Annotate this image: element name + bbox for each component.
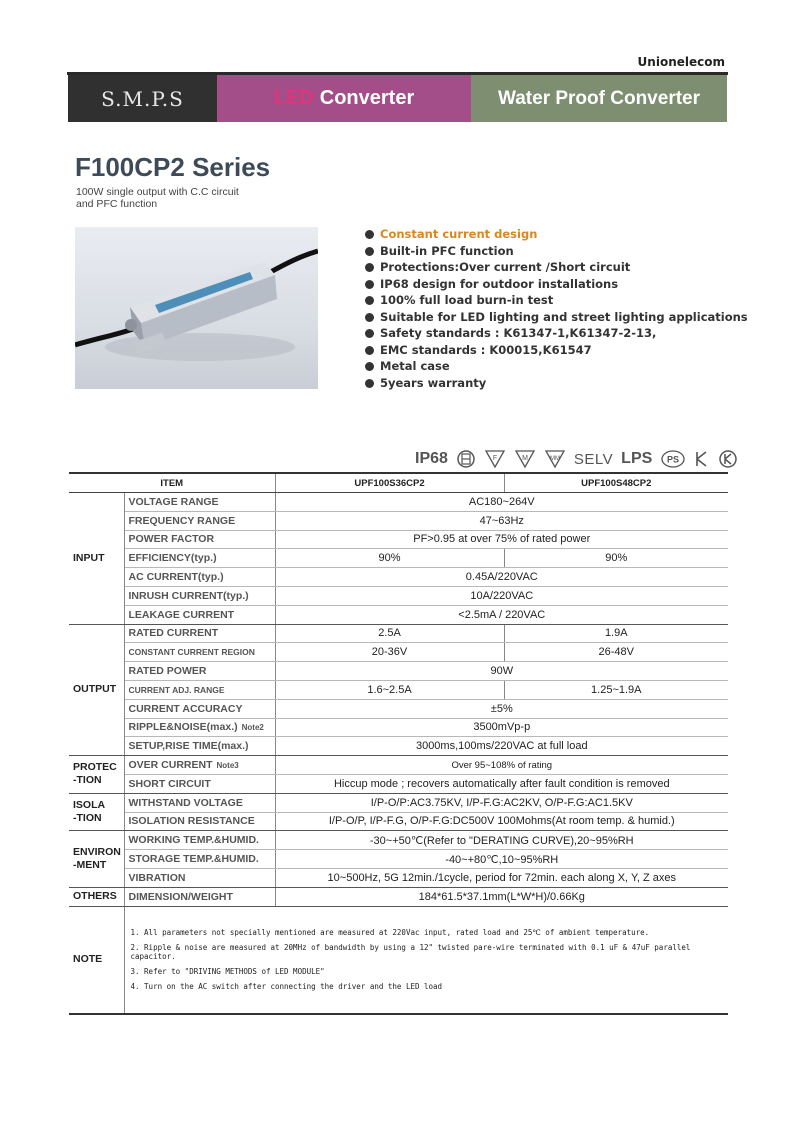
row-label: AC CURRENT(typ.): [124, 568, 275, 587]
table-row: [69, 774, 728, 793]
table-row: [69, 831, 728, 850]
group-isolation: ISOLA -TION: [69, 793, 124, 831]
over-current-label: OVER CURRENT: [128, 759, 213, 772]
table-row: [69, 737, 728, 756]
row-label: CONSTANT CURRENT REGION: [124, 643, 275, 662]
feature-item: Suitable for LED lighting and street lighting applications: [365, 309, 748, 326]
row-label: LEAKAGE CURRENT: [124, 605, 275, 624]
group-note: NOTE: [69, 906, 124, 1014]
table-row: [69, 793, 728, 812]
row-label: INRUSH CURRENT(typ.): [124, 586, 275, 605]
row-value: Hiccup mode ; recovers automatically after fault condition is removed: [275, 774, 728, 793]
table-row: [69, 718, 728, 737]
table-row: [69, 624, 728, 643]
row-value-1: 2.5A: [275, 624, 504, 643]
row-label: SETUP,RISE TIME(max.): [124, 737, 275, 756]
spec-table: [69, 472, 728, 1015]
row-value: <2.5mA / 220VAC: [275, 605, 728, 624]
enclosure-icon: [456, 449, 476, 469]
row-value-2: 26-48V: [504, 643, 728, 662]
feature-item: 100% full load burn-in test: [365, 292, 748, 309]
row-value: AC180~264V: [275, 493, 728, 512]
certification-marks: [415, 448, 738, 470]
selv-mark: SELV: [573, 450, 614, 468]
table-row: [69, 699, 728, 718]
tab-waterproof-converter[interactable]: [471, 75, 727, 122]
tab-led-converter[interactable]: [217, 75, 471, 122]
group-others: OTHERS: [69, 887, 124, 906]
svg-text:F: F: [492, 455, 498, 462]
svg-text:M: M: [522, 455, 528, 462]
row-value: 10A/220VAC: [275, 586, 728, 605]
feature-item: Metal case: [365, 358, 748, 375]
table-row: [69, 812, 728, 831]
row-value: PF>0.95 at over 75% of rated power: [275, 530, 728, 549]
row-label: WITHSTAND VOLTAGE: [124, 793, 275, 812]
table-row: [69, 662, 728, 681]
brand-name: Unionelecom: [637, 55, 725, 69]
table-row: [69, 511, 728, 530]
row-value-1: 20-36V: [275, 643, 504, 662]
feature-item: 5years warranty: [365, 375, 748, 392]
note-ref: Note2: [241, 723, 264, 733]
row-value: I/P-O/P:AC3.75KV, I/P-F.G:AC2KV, O/P-F.G:AC1.5KV: [275, 793, 728, 812]
k-circle-icon: [718, 449, 738, 469]
note-item: 2. Ripple & noise are measured at 20MHz of bandwidth by using a 12" twisted pare-wire terminated with 0.1 uF & 47uF parallel capacitor.: [130, 943, 691, 962]
row-label: VOLTAGE RANGE: [124, 493, 275, 512]
bullet-icon: [365, 296, 374, 305]
row-value: -30~+50℃(Refer to "DERATING CURVE),20~95%RH: [275, 831, 728, 850]
svg-text:PS: PS: [667, 454, 680, 465]
table-row: [69, 493, 728, 512]
row-value: 3500mVp-p: [275, 718, 728, 737]
row-label: STORAGE TEMP.&HUMID.: [124, 850, 275, 869]
category-tabs: [68, 75, 727, 122]
row-value: Over 95~108% of rating: [275, 756, 728, 775]
row-value: 184*61.5*37.1mm(L*W*H)/0.66Kg: [275, 887, 728, 906]
tab-waterproof-label: Water Proof Converter: [498, 87, 700, 109]
ip68-mark: IP68: [415, 450, 448, 467]
m-triangle-icon: [514, 449, 536, 469]
feature-item: Protections:Over current /Short circuit: [365, 259, 748, 276]
kc-mark-icon: [694, 449, 710, 469]
series-title: F100CP2 Series: [75, 152, 271, 182]
feature-item: Built-in PFC function: [365, 243, 748, 260]
row-label: RATED POWER: [124, 662, 275, 681]
led-driver-image: [75, 227, 318, 389]
row-value: -40~+80℃,10~95%RH: [275, 850, 728, 869]
table-row: [69, 887, 728, 906]
row-label: [124, 756, 275, 775]
row-label: WORKING TEMP.&HUMID.: [124, 831, 275, 850]
row-label: FREQUENCY RANGE: [124, 511, 275, 530]
bullet-icon: [365, 329, 374, 338]
row-value-1: 90%: [275, 549, 504, 568]
row-value: ±5%: [275, 699, 728, 718]
bullet-icon: [365, 313, 374, 322]
row-value-2: 1.25~1.9A: [504, 680, 728, 699]
table-row: [69, 605, 728, 624]
row-label: VIBRATION: [124, 868, 275, 887]
notes-list: [131, 928, 725, 991]
row-label: SHORT CIRCUIT: [124, 774, 275, 793]
group-environment: ENVIRON -MENT: [69, 831, 124, 887]
product-photo: [75, 227, 318, 389]
table-row: [69, 850, 728, 869]
bullet-icon: [365, 263, 374, 272]
row-label: CURRENT ADJ. RANGE: [124, 680, 275, 699]
row-label: ISOLATION RESISTANCE: [124, 812, 275, 831]
feature-item: Constant current design: [365, 226, 748, 243]
tab-smps-label: S.M.P.S: [101, 86, 184, 111]
lps-mark: LPS: [621, 450, 653, 467]
table-row: [69, 586, 728, 605]
svg-text:MM: MM: [549, 456, 560, 462]
feature-item: EMC standards : K00015,K61547: [365, 342, 748, 359]
series-subtitle: [76, 186, 276, 210]
row-value: 10~500Hz, 5G 12min./1cycle, period for 72min. each along X, Y, Z axes: [275, 868, 728, 887]
tab-smps[interactable]: [68, 75, 217, 122]
row-value-2: 1.9A: [504, 624, 728, 643]
row-value: 47~63Hz: [275, 511, 728, 530]
bullet-icon: [365, 362, 374, 371]
notes-row: [69, 906, 728, 1014]
bullet-icon: [365, 280, 374, 289]
row-value-1: 1.6~2.5A: [275, 680, 504, 699]
notes-cell: [124, 906, 728, 1014]
row-label: EFFICIENCY(typ.): [124, 549, 275, 568]
svg-text:K: K: [702, 449, 703, 450]
note-ref: Note3: [216, 761, 239, 771]
table-row: [69, 568, 728, 587]
note-item: 4. Turn on the AC switch after connecting the driver and the LED load: [130, 982, 443, 992]
header-model-1: UPF100S36CP2: [275, 473, 504, 493]
table-header-row: [69, 473, 728, 493]
table-row: [69, 530, 728, 549]
row-value: I/P-O/P, I/P-F.G, O/P-F.G:DC500V 100Mohms(At room temp. & humid.): [275, 812, 728, 831]
row-value: 90W: [275, 662, 728, 681]
f-triangle-icon: [484, 449, 506, 469]
row-label: [124, 718, 275, 737]
pse-mark-icon: [660, 449, 686, 469]
bullet-icon: [365, 247, 374, 256]
feature-item: Safety standards : K61347-1,K61347-2-13,: [365, 325, 748, 342]
group-input: INPUT: [69, 493, 124, 625]
row-label: RATED CURRENT: [124, 624, 275, 643]
mm-triangle-icon: [544, 449, 566, 469]
row-value: 0.45A/220VAC: [275, 568, 728, 587]
row-label: DIMENSION/WEIGHT: [124, 887, 275, 906]
bullet-icon: [365, 346, 374, 355]
bullet-icon: [365, 379, 374, 388]
feature-list: [365, 226, 748, 391]
table-row: [69, 680, 728, 699]
subtitle-line-2: and PFC function: [76, 198, 158, 210]
group-output: OUTPUT: [69, 624, 124, 756]
table-row: [69, 643, 728, 662]
row-value-2: 90%: [504, 549, 728, 568]
note-item: 1. All parameters not specially mentioned are measured at 220Vac input, rated load and 25℃ of ambient temperature.: [130, 928, 650, 938]
table-row: [69, 868, 728, 887]
table-row: [69, 549, 728, 568]
tab-led-prefix: LED: [273, 87, 314, 109]
header-item: ITEM: [69, 473, 275, 493]
row-value: 3000ms,100ms/220VAC at full load: [275, 737, 728, 756]
subtitle-line-1: 100W single output with C.C circuit: [76, 186, 239, 198]
row-label: POWER FACTOR: [124, 530, 275, 549]
note-item: 3. Refer to "DRIVING METHODS of LED MODULE": [130, 967, 325, 977]
tab-led-label: Converter: [319, 87, 415, 109]
feature-item: IP68 design for outdoor installations: [365, 276, 748, 293]
row-label: CURRENT ACCURACY: [124, 699, 275, 718]
group-protection: PROTEC -TION: [69, 756, 124, 794]
header-model-2: UPF100S48CP2: [504, 473, 728, 493]
bullet-icon: [365, 230, 374, 239]
table-row: [69, 756, 728, 775]
ripple-label: RIPPLE&NOISE(max.): [128, 721, 238, 734]
